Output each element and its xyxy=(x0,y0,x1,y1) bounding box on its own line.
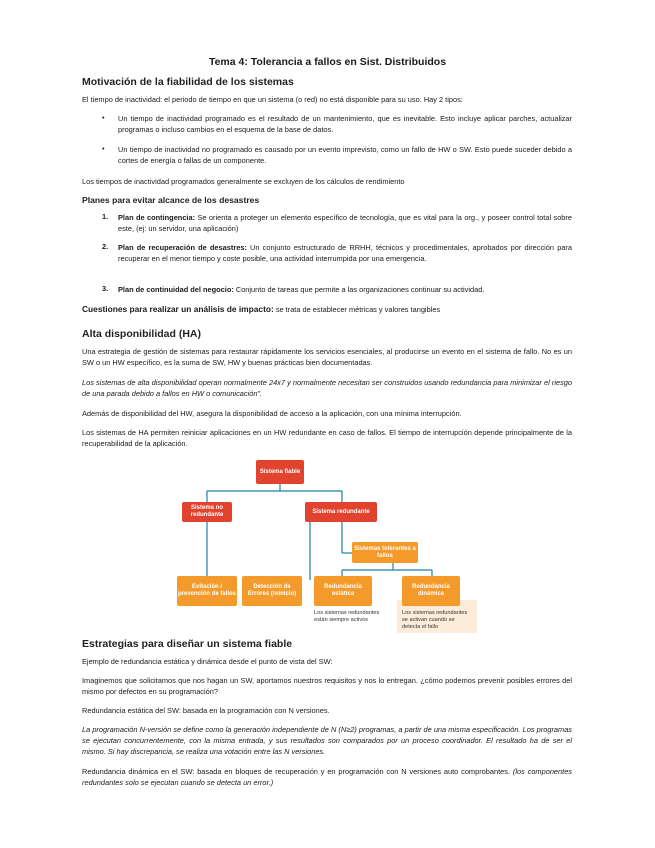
section-heading-estrategias: Estrategias para diseñar un sistema fiable xyxy=(82,638,293,650)
node-redundante: Sistema redundante xyxy=(305,502,377,522)
paragraph-ha-1: Una estrategia de gestión de sistemas para restaurar rápidamente los servicios esenciales, al producirse un evento en el sistema de fallo. No es un SW o un HW específico, es la suma de SW, HW y buenas prácticas bien documentadas. xyxy=(82,347,572,367)
bullet-item-no-programado: Un tiempo de inactividad no programado es causado por un evento imprevisto, como un fallo de HW o SW. Esto puede suceder debido a cortes de energía o fallas de un componente. xyxy=(118,145,572,165)
dinamica-note: (los componentes redundantes solo se ejecutan cuando se detecta un error.) xyxy=(82,767,573,787)
impact-text: se trata de establecer métricas y valores tangibles xyxy=(273,305,441,314)
list-item-recuperacion xyxy=(118,242,572,264)
node-estatica: Redundancia estática xyxy=(314,576,372,606)
paragraph-imaginemos: Imaginemos que solicitamos que nos hagan un SW, aportamos nuestros requisitos y nos lo entregan. ¿cómo podemos prevenir posibles errores del mismo por defectos en su programación? xyxy=(82,676,572,696)
section-heading-planes: Planes para evitar alcance de los desastres xyxy=(82,195,260,205)
list-number-1: 1. xyxy=(102,212,109,221)
paragraph-impacto xyxy=(82,304,572,315)
list-item-text: Un conjunto estructurado de RRHH, técnicos y procedimentales, aprobados por dirección para recuperar en el menor tiempo y coste posible, una actividad interrumpida por una emergencia. xyxy=(118,243,572,263)
node-evitacion: Evitación / prevención de fallos xyxy=(177,576,237,606)
node-dinamica: Redundancia dinámica xyxy=(402,576,460,606)
paragraph-intro: El tiempo de inactividad: el periodo de tiempo en que un sistema (o red) no está disponible para su uso. Hay 2 tipos: xyxy=(82,95,463,104)
list-number-2: 2. xyxy=(102,242,109,251)
page-title: Tema 4: Tolerancia a fallos en Sist. Distribuidos xyxy=(208,56,447,68)
list-number-3: 3. xyxy=(102,284,109,293)
list-item-contingencia xyxy=(118,212,572,234)
list-item-label: Plan de continuidad del negocio: xyxy=(118,285,234,294)
list-item-text: Conjunto de tareas que permite a las organizaciones continuar su actividad. xyxy=(233,285,485,294)
list-item-continuidad xyxy=(118,284,572,295)
note-dinamica: Los sistemas redundantes se activan cuando se detecta el fallo xyxy=(402,610,468,630)
reliability-diagram xyxy=(170,458,485,636)
bullet-item-programado: Un tiempo de inactividad programado es el resultado de un mantenimiento, que es inevitable. Esto incluye aplicar parches, actualizar programas o incluso cambios en el esquema de la base de datos. xyxy=(118,114,572,134)
list-item-text: Se orienta a proteger un elemento específico de tecnología, que es vital para la org., y poseer control total sobre este, (ej: un servidor, una aplicación) xyxy=(118,213,572,233)
node-deteccion: Detección de Errores (reinicio) xyxy=(242,576,302,606)
node-tolerantes: Sistemas tolerantes a fallos xyxy=(352,542,418,563)
paragraph-ejemplo: Ejemplo de redundancia estática y dinámica desde el punto de vista del SW: xyxy=(82,657,333,666)
paragraph-estatica: Redundancia estática del SW: basada en la programación con N versiones. xyxy=(82,706,330,715)
note-estatica: Los sistemas redundantes están siempre activos xyxy=(314,610,380,623)
node-no-redundante: Sistema no redundante xyxy=(182,502,232,522)
node-sistema-fiable: Sistema fiable xyxy=(256,460,304,484)
section-heading-ha: Alta disponibilidad (HA) xyxy=(82,328,201,340)
paragraph-ha-2: Los sistemas de alta disponibilidad operan normalmente 24x7 y normalmente necesitan ser construidos usando redundancia para minimizar el riesgo de una parada debido a fallos en HW o comunicación". xyxy=(82,378,572,398)
paragraph-outro: Los tiempos de inactividad programados generalmente se excluyen de los cálculos de rendimiento xyxy=(82,177,405,186)
paragraph-ha-4: Los sistemas de HA permiten reiniciar aplicaciones en un HW redundante en caso de fallos. El tiempo de interrupción depende principalmente de la recuperabilidad de la aplicación. xyxy=(82,428,572,448)
section-heading-motivacion: Motivación de la fiabilidad de los sistemas xyxy=(82,76,294,88)
impact-label: Cuestiones para realizar un análisis de impacto: xyxy=(82,304,274,314)
dinamica-text: Redundancia dinámica en el SW: basada en bloques de recuperación y en programación con N versiones auto comprobantes. xyxy=(82,767,511,776)
paragraph-n-version: La programación N-versión se define como la generación independiente de N (N≥2) programas, a partir de una misma especificación. Los programas se ejecutan concurrentemente, con la misma entrada, y sus resultados son comparados por un proceso coordinador. El resultado ha de ser el mismo. Si hay discrepancia, se realiza una votación entre las N versiones. xyxy=(82,725,572,756)
paragraph-ha-3: Además de disponibilidad del HW, asegura la disponibilidad de acceso a la aplicación, con una mínima interrupción. xyxy=(82,409,462,418)
bullet-dot-2: • xyxy=(102,144,105,153)
list-item-label: Plan de recuperación de desastres: xyxy=(118,243,247,252)
list-item-label: Plan de contingencia: xyxy=(118,213,196,222)
bullet-dot-1: • xyxy=(102,113,105,122)
paragraph-dinamica xyxy=(82,766,572,788)
